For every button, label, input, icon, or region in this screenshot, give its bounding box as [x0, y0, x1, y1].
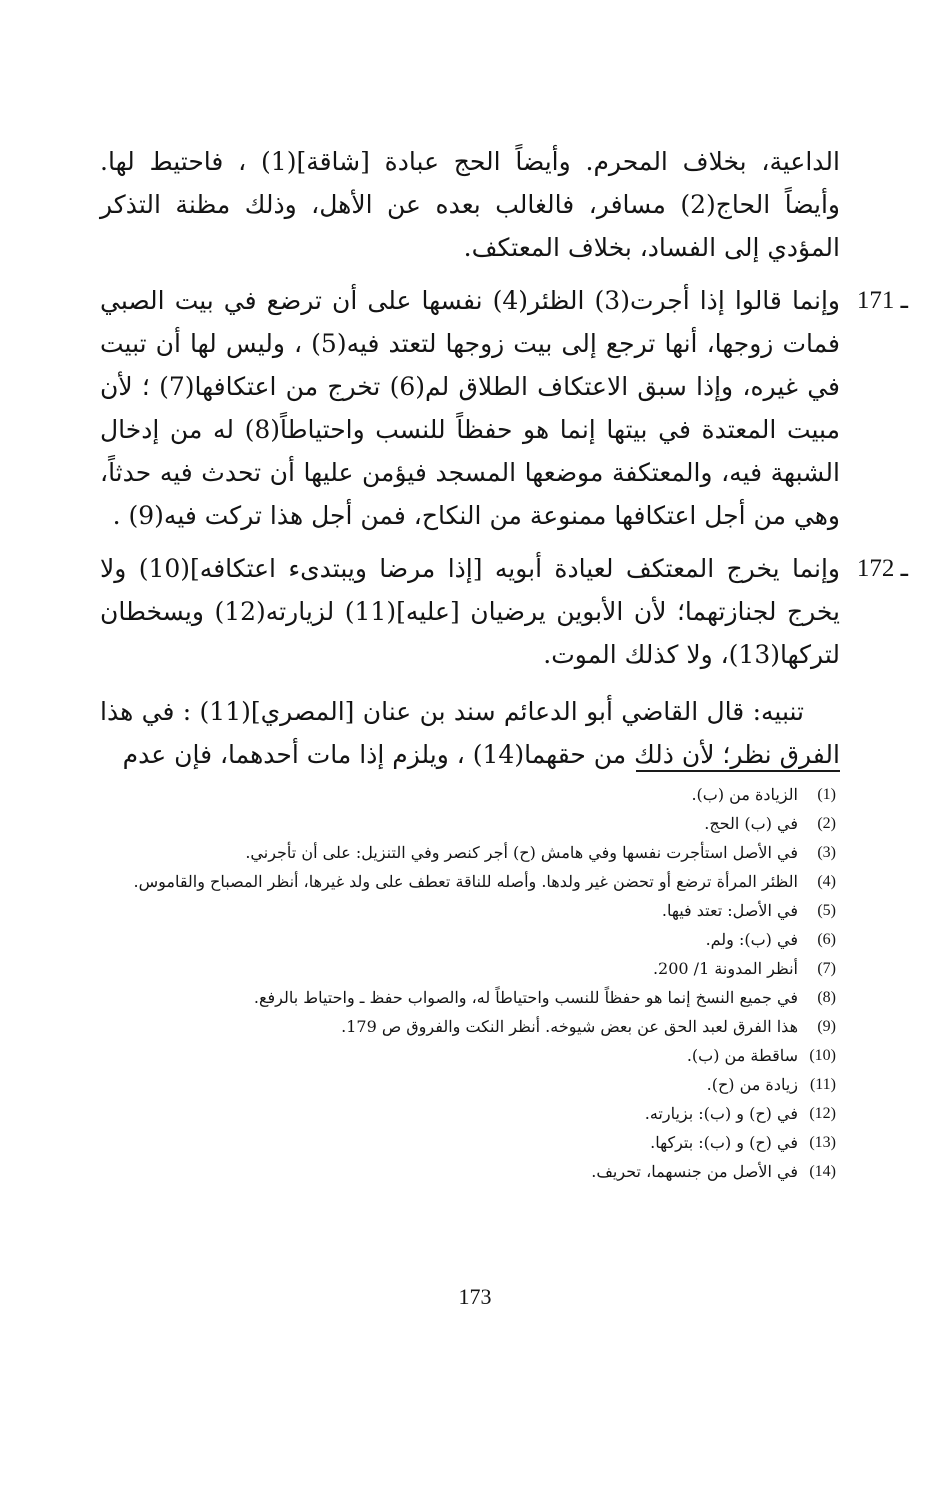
footnote-number: (4) [817, 873, 836, 890]
footnote-number: (8) [817, 989, 836, 1006]
footnote-item [100, 1070, 836, 1099]
main-text [100, 140, 908, 776]
footnote-number: (6) [817, 931, 836, 948]
footnote-number: (1) [817, 786, 836, 803]
footnote-number: (3) [817, 844, 836, 861]
tanbih-paragraph: تنبيه: قال القاضي أبو الدعائم سند بن عنان [المصري](11) : في هذا الفرق نظر؛ لأن ذلك من حقهما(14) ، ويلزم إذا مات أحدهما، فإن عدم [100, 697, 840, 769]
footnote-text: في (ب): ولم. [705, 930, 798, 949]
footnote-text: الظئر المرأة ترضع أو تحضن غير ولدها. وأصله للناقة تعطف على ولد غيرها، أنظر المصباح والقاموس. [133, 872, 798, 891]
footnote-separator [636, 770, 840, 772]
footnote-item [100, 838, 836, 867]
footnote-item [100, 1041, 836, 1070]
footnote-text: في الأصل من جنسهما، تحريف. [591, 1162, 798, 1181]
paragraph-171 [100, 279, 908, 537]
footnote-item [100, 1099, 836, 1128]
paragraph-text: وإنما يخرج المعتكف لعيادة أبويه [إذا مرضا ويبتدىء اعتكافه](10) ولا يخرج لجنازتهما؛ لأن الأبوين يرضيان [عليه](11) لزيارته(12) ويسخطان لتركها(13)، ولا كذلك الموت. [100, 554, 841, 669]
footnote-item [100, 983, 836, 1012]
footnote-number: (13) [809, 1134, 836, 1151]
footnote-item [100, 780, 836, 809]
footnote-item [100, 1128, 836, 1157]
footnote-number: (14) [809, 1163, 836, 1180]
footnote-item [100, 896, 836, 925]
footnote-item [100, 954, 836, 983]
footnote-item [100, 925, 836, 954]
footnote-text: في (ح) و (ب): بزيارته. [644, 1104, 798, 1123]
footnote-number: (12) [809, 1105, 836, 1122]
footnote-text: ساقطة من (ب). [686, 1046, 798, 1065]
footnote-number: (7) [817, 960, 836, 977]
footnote-text: في الأصل استأجرت نفسها وفي هامش (ح) أجر كنصر وفي التنزيل: على أن تأجرني. [245, 843, 798, 862]
paragraph-number: 171 ـ [856, 287, 908, 314]
footnotes-list [100, 780, 836, 1186]
paragraph-text: وإنما قالوا إذا أجرت(3) الظئر(4) نفسها على أن ترضع في بيت الصبي فمات زوجها، أنها ترجع إلى بيت زوجها لتعتد فيه(5) ، وليس لها أن تبيت في غيره، وإذا سبق الاعتكاف الطلاق لم(6) تخرج من اعتكافها(7) ؛ لأن مبيت المعتدة في بيتها إنما هو حفظاً للنسب واحتياطاً(8) له من إدخال الشبهة فيه، والمعتكفة موضعها المسجد فيؤمن عليها أن تحدث فيه حدثاً، وهي من أجل اعتكافها ممنوعة من النكاح، فمن أجل هذا تركت فيه(9) . [100, 286, 840, 530]
footnote-text: في جميع النسخ إنما هو حفظاً للنسب واحتياطاً له، والصواب حفظ ـ واحتياط بالرفع. [253, 988, 798, 1007]
page-number: 173 [458, 1284, 492, 1309]
intro-paragraph: الداعية، بخلاف المحرم. وأيضاً الحج عبادة [شاقة](1) ، فاحتيط لها. وأيضاً الحاج(2) مسافر، فالغالب بعده عن الأهل، وذلك مظنة التذكر المؤدي إلى الفساد، بخلاف المعتكف. [100, 147, 840, 262]
footnote-number: (5) [817, 902, 836, 919]
footnote-text: في (ح) و (ب): بتركها. [650, 1133, 798, 1152]
footnote-number: (11) [809, 1076, 836, 1093]
footnote-text: في (ب) الحج. [704, 814, 798, 833]
footnote-item [100, 1157, 836, 1186]
footnote-number: (10) [809, 1047, 836, 1064]
footnote-number: (2) [817, 815, 836, 832]
footnote-item [100, 809, 836, 838]
footnote-number: (9) [817, 1018, 836, 1035]
paragraph-number: 172 ـ [856, 555, 908, 582]
paragraph-172 [100, 547, 908, 676]
footnote-text: زيادة من (ح). [706, 1075, 798, 1094]
footnote-text: هذا الفرق لعبد الحق عن بعض شيوخه. أنظر النكت والفروق ص 179. [341, 1017, 798, 1036]
footnote-item [100, 867, 836, 896]
footnote-item [100, 1012, 836, 1041]
footnote-text: الزيادة من (ب). [691, 785, 798, 804]
footnote-text: أنظر المدونة 1/ 200. [652, 959, 798, 978]
footnote-text: في الأصل: تعتد فيها. [661, 901, 798, 920]
